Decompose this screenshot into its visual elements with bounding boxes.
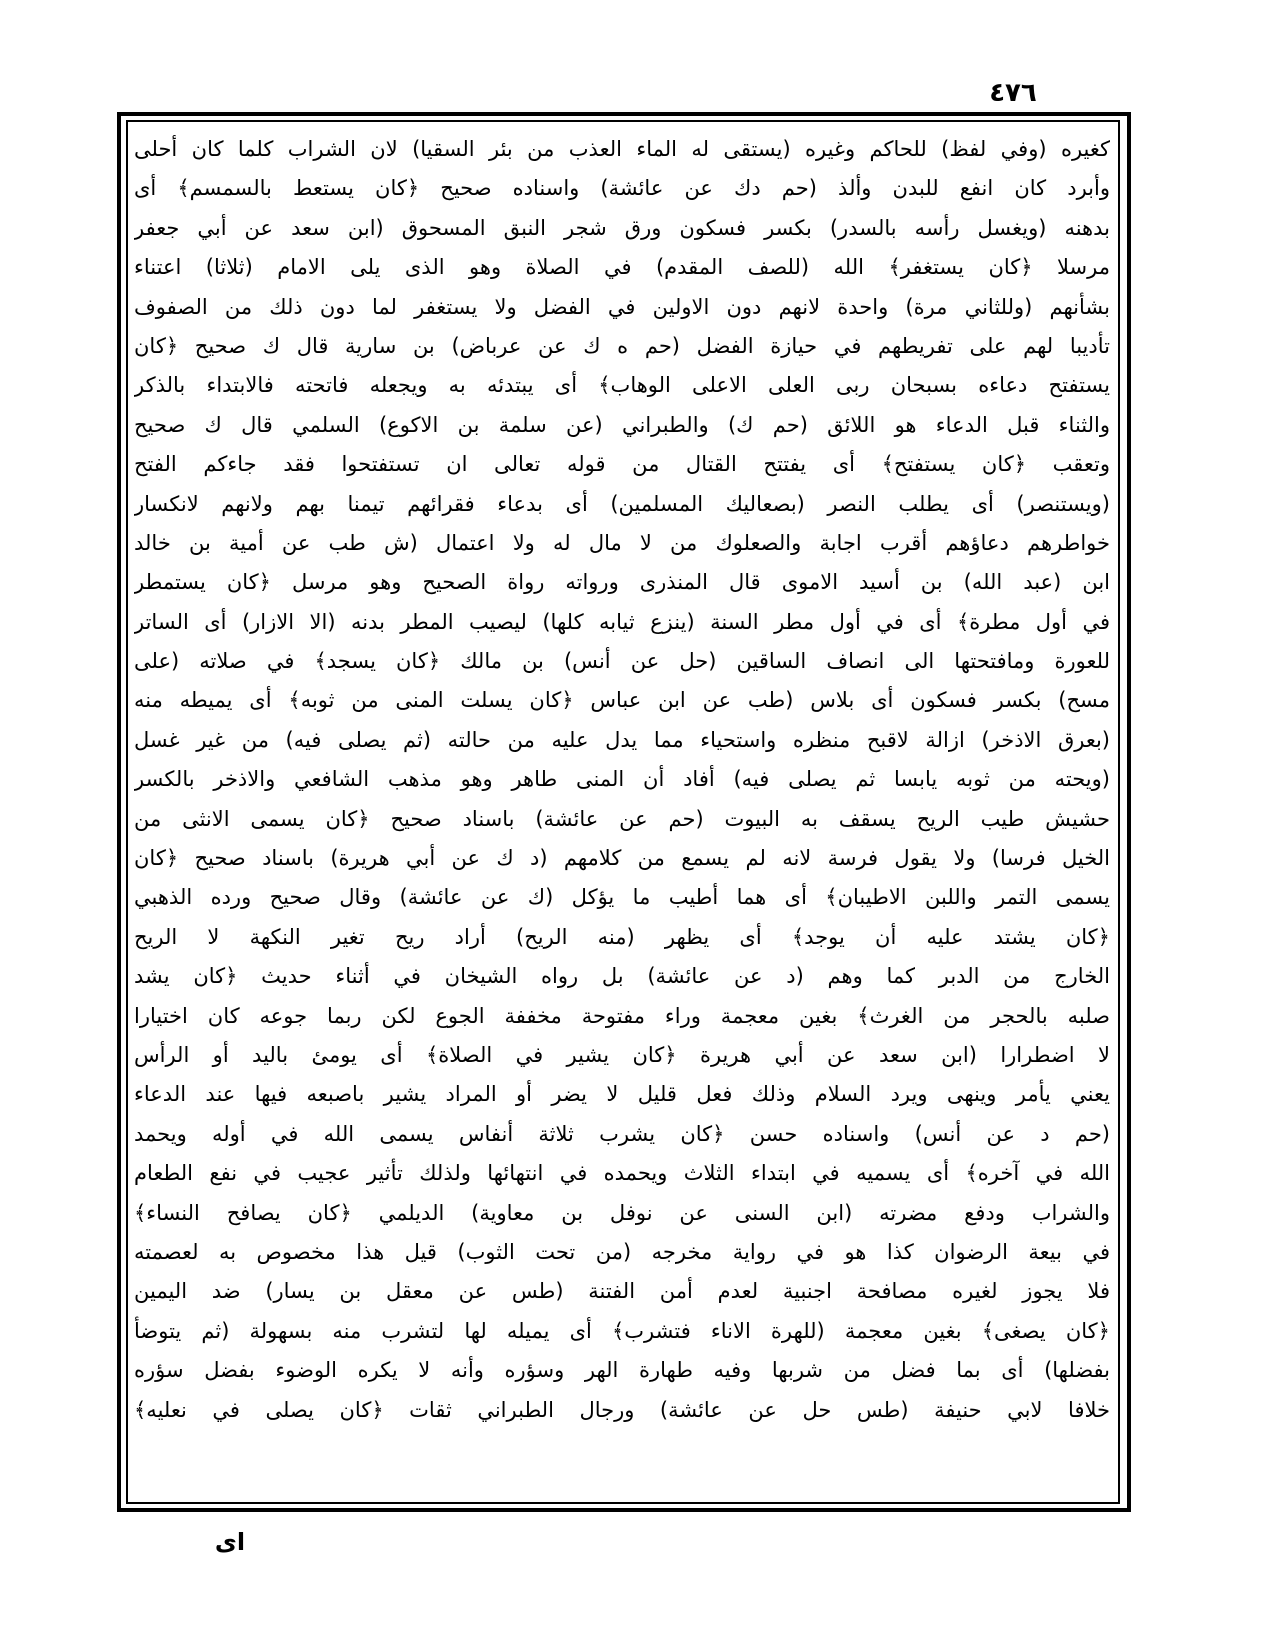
main-text xyxy=(134,130,1110,1496)
text-line: الخارج من الدبر كما وهم (د عن عائشة) بل رواه الشيخان في أثناء حديث ﴿كان يشد xyxy=(134,964,1110,989)
text-line: للعورة ومافتحتها الى انصاف الساقين (حل عن أنس) بن مالك ﴿كان يسجد﴾ في صلاته (على xyxy=(134,649,1110,674)
text-line: الله في آخره﴾ أى يسميه في ابتداء الثلاث ويحمده في انتهائها ولذلك تأثير عجيب في نفع الطعام xyxy=(134,1161,1110,1186)
text-line: بفضلها) أى بما فضل من شربها وفيه طهارة الهر وسؤره وأنه لا يكره الوضوء بفضل سؤره xyxy=(134,1358,1110,1383)
text-line: (حم د عن أنس) واسناده حسن ﴿كان يشرب ثلاثة أنفاس يسمى الله في أوله ويحمد xyxy=(134,1121,1110,1146)
text-line: مرسلا ﴿كان يستغفر﴾ الله (للصف المقدم) في الصلاة وهو الذى يلى الامام (ثلاثا) اعتناء xyxy=(134,255,1110,280)
text-line: ﴿كان يشتد عليه أن يوجد﴾ أى يظهر (منه الريح) أراد ريح تغير النكهة لا الريح xyxy=(134,924,1110,949)
text-line: الخيل فرسا) ولا يقول فرسة لانه لم يسمع من كلامهم (د ك عن أبي هريرة) باسناد صحيح ﴿كان xyxy=(134,846,1110,871)
text-line: صلبه بالحجر من الغرث﴾ بغين معجمة وراء مفتوحة مخففة الجوع لكن ربما جوعه كان اختيارا xyxy=(134,1003,1110,1028)
text-line: في بيعة الرضوان كذا هو في رواية مخرجه (من تحت الثوب) قيل هذا مخصوص به لعصمته xyxy=(134,1239,1110,1264)
text-line: خلافا لابي حنيفة (طس حل عن عائشة) ورجال الطبراني ثقات ﴿كان يصلى في نعليه﴾ xyxy=(134,1397,1110,1422)
text-line: ابن (عبد الله) بن أسيد الاموى قال المنذرى ورواته رواة الصحيح وهو مرسل ﴿كان يستمطر xyxy=(134,570,1110,595)
text-line: يستفتح دعاءه بسبحان ربى العلى الاعلى الوهاب﴾ أى يبتدئه به ويجعله فاتحته فالابتداء بالذكر xyxy=(134,373,1110,398)
text-line: تأديبا لهم على تفريطهم في حيازة الفضل (حم ه ك عن عرباض) بن سارية قال ك صحيح ﴿كان xyxy=(134,333,1110,358)
text-line: فلا يجوز لغيره مصافحة اجنبية لعدم أمن الفتنة (طس عن معقل بن يسار) ضد اليمين xyxy=(134,1279,1110,1304)
text-line: (بعرق الاذخر) ازالة لاقبح منظره واستحياء مما يدل عليه من حالته (ثم يصلى فيه) من غير غسل xyxy=(134,727,1110,752)
text-line: وأبرد كان انفع للبدن وألذ (حم دك عن عائشة) واسناده صحيح ﴿كان يستعط بالسمسم﴾ أى xyxy=(134,176,1110,201)
text-line: في أول مطرة﴾ أى في أول مطر السنة (ينزع ثيابه كلها) ليصيب المطر بدنه (الا الازار) أى الساتر xyxy=(134,609,1110,634)
text-line: بدهنه (ويغسل رأسه بالسدر) بكسر فسكون ورق شجر النبق المسحوق (ابن سعد عن أبي جعفر xyxy=(134,215,1110,240)
text-line: لا اضطرارا (ابن سعد عن أبي هريرة ﴿كان يشير في الصلاة﴾ أى يومئ باليد أو الرأس xyxy=(134,1042,1110,1067)
text-line: والثناء قبل الدعاء هو اللائق (حم ك) والطبراني (عن سلمة بن الاكوع) السلمي قال ك صحيح xyxy=(134,412,1110,437)
text-line: يسمى التمر واللبن الاطيبان﴾ أى هما أطيب ما يؤكل (ك عن عائشة) وقال صحيح ورده الذهبي xyxy=(134,885,1110,910)
text-line: مسح) بكسر فسكون أى بلاس (طب عن ابن عباس ﴿كان يسلت المنى من ثوبه﴾ أى يميطه منه xyxy=(134,688,1110,713)
text-line: يعني يأمر وينهى ويرد السلام وذلك فعل قليل لا يضر أو المراد يشير باصبعه فيها عند الدعاء xyxy=(134,1082,1110,1107)
page-number: ٤٧٦ xyxy=(989,78,1037,108)
text-line: كغيره (وفي لفظ) للحاكم وغيره (يستقى له الماء العذب من بئر السقيا) لان الشراب كلما كان أحلى xyxy=(134,137,1110,161)
text-line: ﴿كان يصغى﴾ بغين معجمة (للهرة الاناء فتشرب﴾ أى يميله لها لتشرب منه بسهولة (ثم يتوضأ xyxy=(134,1318,1110,1343)
text-line: حشيش طيب الريح يسقف به البيوت (حم عن عائشة) باسناد صحيح ﴿كان يسمى الانثى من xyxy=(134,806,1110,831)
text-line: (ويستنصر) أى يطلب النصر (بصعاليك المسلمين) أى بدعاء فقرائهم تيمنا بهم ولانهم لانكسار xyxy=(134,491,1110,516)
text-line: بشأنهم (وللثاني مرة) واحدة لانهم دون الاولين في الفضل ولا يستغفر لما دون ذلك من الصفوف xyxy=(134,294,1110,319)
text-line: (ويحته من ثوبه يابسا ثم يصلى فيه) أفاد أن المنى طاهر وهو مذهب الشافعي والاذخر بالكسر xyxy=(134,767,1110,792)
catchword: اى xyxy=(214,1528,246,1556)
text-line: والشراب ودفع مضرته (ابن السنى عن نوفل بن معاوية) الديلمي ﴿كان يصافح النساء﴾ xyxy=(134,1200,1110,1225)
text-line: وتعقب ﴿كان يستفتح﴾ أى يفتتح القتال من قوله تعالى ان تستفتحوا فقد جاءكم الفتح xyxy=(134,452,1110,477)
text-line: خواطرهم دعاؤهم أقرب اجابة والصعلوك من لا مال له ولا اعتمال (ش طب عن أمية بن خالد xyxy=(134,530,1110,555)
